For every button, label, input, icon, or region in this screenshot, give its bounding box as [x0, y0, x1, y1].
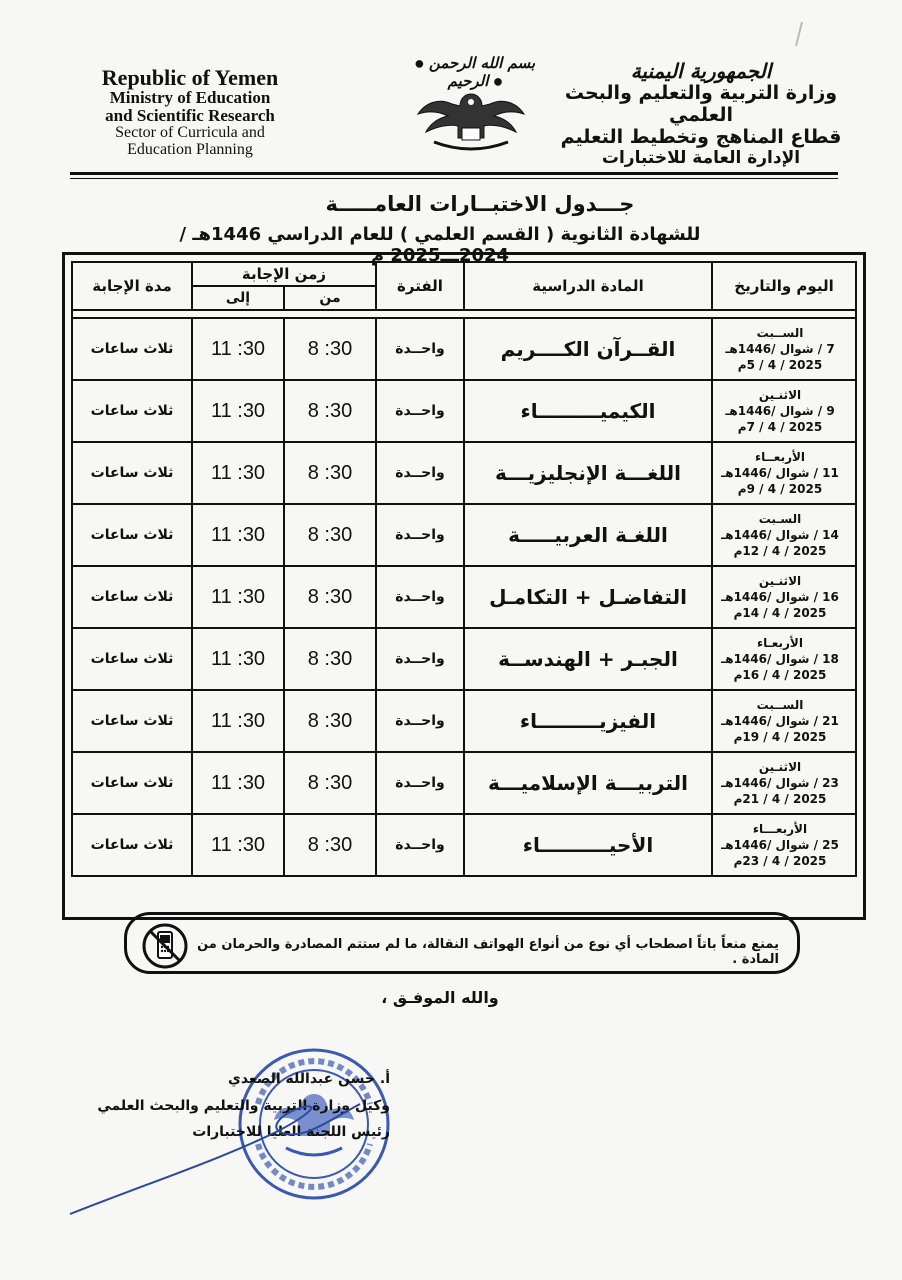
cell-from-time	[284, 442, 376, 504]
cell-subject: اللغـــة الإنجليزيـــة	[464, 442, 712, 504]
day-name: الأربعـاء	[757, 635, 803, 650]
day-name: الاثنـين	[758, 573, 802, 588]
cell-from-time	[284, 814, 376, 876]
basmala-text: بسم الله الرحمن الرحيم	[428, 54, 536, 90]
cell-duration: ثلاث ساعات	[72, 628, 192, 690]
cell-from-time	[284, 628, 376, 690]
cell-duration: ثلاث ساعات	[72, 380, 192, 442]
cell-duration: ثلاث ساعات	[72, 814, 192, 876]
schedule-table-frame	[62, 252, 866, 920]
header-period: الفترة	[376, 262, 464, 310]
header-ar-line3: قطاع المناهج وتخطيط التعليم	[560, 125, 842, 148]
cell-period: واحــدة	[376, 628, 464, 690]
from-time: 8 :30	[307, 461, 353, 484]
table-row	[72, 690, 856, 752]
header-to: إلى	[192, 286, 284, 310]
closing-text: والله الموفـق ،	[381, 988, 499, 1007]
cell-day-date	[712, 752, 856, 814]
document-subtitle: للشهادة الثانوية ( القسم العلمي ) للعام الدراسي 1446هـ / 2024ـــ2025 م	[179, 224, 701, 266]
cell-subject: اللغـة العربيـــــة	[464, 504, 712, 566]
day-name: الأربعـــاء	[752, 821, 808, 836]
english-header	[80, 66, 300, 158]
cell-period: واحــدة	[376, 442, 464, 504]
table-row	[72, 442, 856, 504]
to-time: 11 :30	[210, 647, 266, 670]
cell-subject: الأحيــــــــــاء	[464, 814, 712, 876]
gregorian-date: 2025 / 4 / 19م	[733, 730, 827, 745]
from-time: 8 :30	[307, 647, 353, 670]
to-time: 11 :30	[210, 461, 266, 484]
cell-from-time	[284, 752, 376, 814]
from-time: 8 :30	[307, 337, 353, 360]
from-time: 8 :30	[307, 399, 353, 422]
hijri-date: 9 / شوال /1446هـ	[725, 403, 835, 418]
schedule-table	[71, 261, 857, 877]
cell-duration: ثلاث ساعات	[72, 690, 192, 752]
hijri-date: 18 / شوال /1446هـ	[721, 651, 839, 666]
cell-subject: القــرآن الكــــريم	[464, 318, 712, 380]
header-ar-line2: وزارة التربية والتعليم والبحث العلمي	[564, 82, 838, 126]
day-name: الســبت	[756, 697, 804, 712]
cell-to-time	[192, 752, 284, 814]
gregorian-date: 2025 / 4 / 23م	[733, 854, 827, 869]
table-row	[72, 504, 856, 566]
cell-duration: ثلاث ساعات	[72, 318, 192, 380]
cell-subject: الجبـر + الهندســة	[464, 628, 712, 690]
cell-from-time	[284, 566, 376, 628]
cell-day-date	[712, 504, 856, 566]
cell-to-time	[192, 442, 284, 504]
table-row	[72, 752, 856, 814]
header-from: من	[284, 286, 376, 310]
gregorian-date: 2025 / 4 / 9م	[737, 482, 823, 497]
table-row	[72, 380, 856, 442]
cell-day-date	[712, 442, 856, 504]
cell-subject: التفاضـل + التكامـل	[464, 566, 712, 628]
header-en-line3: and Scientific Research	[105, 105, 275, 125]
header-divider	[70, 172, 838, 175]
cell-day-date	[712, 380, 856, 442]
hijri-date: 7 / شوال /1446هـ	[725, 341, 835, 356]
cell-day-date	[712, 318, 856, 380]
cell-to-time	[192, 814, 284, 876]
handwritten-signature	[60, 1090, 400, 1220]
gregorian-date: 2025 / 4 / 14م	[733, 606, 827, 621]
signatory-name: أ. حسن عبدالله الصعدي	[228, 1071, 390, 1087]
from-time: 8 :30	[307, 833, 353, 856]
header-divider-thin	[70, 178, 838, 179]
cell-from-time	[284, 380, 376, 442]
day-name: السـبت	[758, 511, 802, 526]
table-row	[72, 628, 856, 690]
table-row	[72, 318, 856, 380]
cell-day-date	[712, 690, 856, 752]
day-name: الأربعــاء	[754, 449, 806, 464]
cell-period: واحــدة	[376, 814, 464, 876]
from-time: 8 :30	[307, 771, 353, 794]
gregorian-date: 2025 / 4 / 5م	[737, 358, 823, 373]
day-name: الاثنـين	[758, 387, 802, 402]
from-time: 8 :30	[307, 585, 353, 608]
header-duration: مدة الإجابة	[72, 262, 192, 310]
header-ar-line4: الإدارة العامة للاختبارات	[601, 147, 801, 168]
header-en-line4: Sector of Curricula and	[115, 123, 265, 141]
table-row	[72, 814, 856, 876]
phone-ban-notice	[124, 912, 800, 974]
cell-period: واحــدة	[376, 380, 464, 442]
cell-from-time	[284, 504, 376, 566]
no-phone-icon	[141, 922, 189, 970]
header-day-date: اليوم والتاريخ	[712, 262, 856, 310]
hijri-date: 16 / شوال /1446هـ	[721, 589, 839, 604]
cell-to-time	[192, 628, 284, 690]
day-name: الســبت	[756, 325, 804, 340]
cell-to-time	[192, 690, 284, 752]
header-en-line5: Education Planning	[127, 140, 253, 158]
table-row	[72, 566, 856, 628]
to-time: 11 :30	[210, 771, 266, 794]
cell-to-time	[192, 566, 284, 628]
cell-to-time	[192, 318, 284, 380]
arabic-header	[536, 60, 866, 168]
gregorian-date: 2025 / 4 / 7م	[737, 420, 823, 435]
table-gap-row	[72, 310, 856, 318]
cell-day-date	[712, 814, 856, 876]
hijri-date: 23 / شوال /1446هـ	[721, 775, 839, 790]
cell-period: واحــدة	[376, 566, 464, 628]
cell-duration: ثلاث ساعات	[72, 504, 192, 566]
cell-period: واحــدة	[376, 318, 464, 380]
header-en-line1: Republic of Yemen	[101, 65, 279, 90]
hijri-date: 25 / شوال /1446هـ	[721, 837, 839, 852]
cell-subject: الفيزيـــــــــاء	[464, 690, 712, 752]
gregorian-date: 2025 / 4 / 12م	[733, 544, 827, 559]
cell-day-date	[712, 566, 856, 628]
header-answer-time: زمن الإجابة	[192, 262, 376, 286]
cell-duration: ثلاث ساعات	[72, 752, 192, 814]
cell-duration: ثلاث ساعات	[72, 442, 192, 504]
basmala: ● بسم الله الرحمن الرحيم ●	[414, 54, 536, 90]
to-time: 11 :30	[210, 337, 266, 360]
yemen-emblem-icon	[412, 88, 530, 154]
hijri-date: 11 / شوال /1446هـ	[721, 465, 839, 480]
cell-period: واحــدة	[376, 690, 464, 752]
cell-period: واحــدة	[376, 752, 464, 814]
day-name: الاثنـين	[758, 759, 802, 774]
to-time: 11 :30	[210, 833, 266, 856]
corner-mark	[788, 20, 808, 50]
cell-subject: التربيـــة الإسلاميـــة	[464, 752, 712, 814]
gregorian-date: 2025 / 4 / 16م	[733, 668, 827, 683]
cell-to-time	[192, 380, 284, 442]
to-time: 11 :30	[210, 709, 266, 732]
cell-from-time	[284, 690, 376, 752]
header-subject: المادة الدراسية	[464, 262, 712, 310]
to-time: 11 :30	[210, 523, 266, 546]
hijri-date: 21 / شوال /1446هـ	[721, 713, 839, 728]
cell-from-time	[284, 318, 376, 380]
cell-subject: الكيميـــــــــاء	[464, 380, 712, 442]
schedule-body	[72, 310, 856, 876]
header-en-line2: Ministry of Education	[109, 88, 271, 108]
signatory-role-1: وكيل وزارة التربية والتعليم والبحث العلمي	[97, 1097, 390, 1114]
gregorian-date: 2025 / 4 / 21م	[733, 792, 827, 807]
hijri-date: 14 / شوال /1446هـ	[721, 527, 839, 542]
document-title: جـــدول الاختبــارات العامـــــة	[325, 192, 635, 216]
to-time: 11 :30	[210, 399, 266, 422]
to-time: 11 :30	[210, 585, 266, 608]
notice-text: يمنع منعاً باتاً اصطحاب أي نوع من أنواع الهواتف النقالة، ما لم ستتم المصادرة والحرمان من المادة .	[197, 937, 779, 967]
cell-period: واحــدة	[376, 504, 464, 566]
cell-duration: ثلاث ساعات	[72, 566, 192, 628]
header-ar-line1: الجمهورية اليمنية	[630, 59, 772, 83]
cell-day-date	[712, 628, 856, 690]
cell-to-time	[192, 504, 284, 566]
signatory-role-2: رئيس اللجنة العليا للاختبارات	[192, 1124, 390, 1141]
from-time: 8 :30	[307, 709, 353, 732]
from-time: 8 :30	[307, 523, 353, 546]
